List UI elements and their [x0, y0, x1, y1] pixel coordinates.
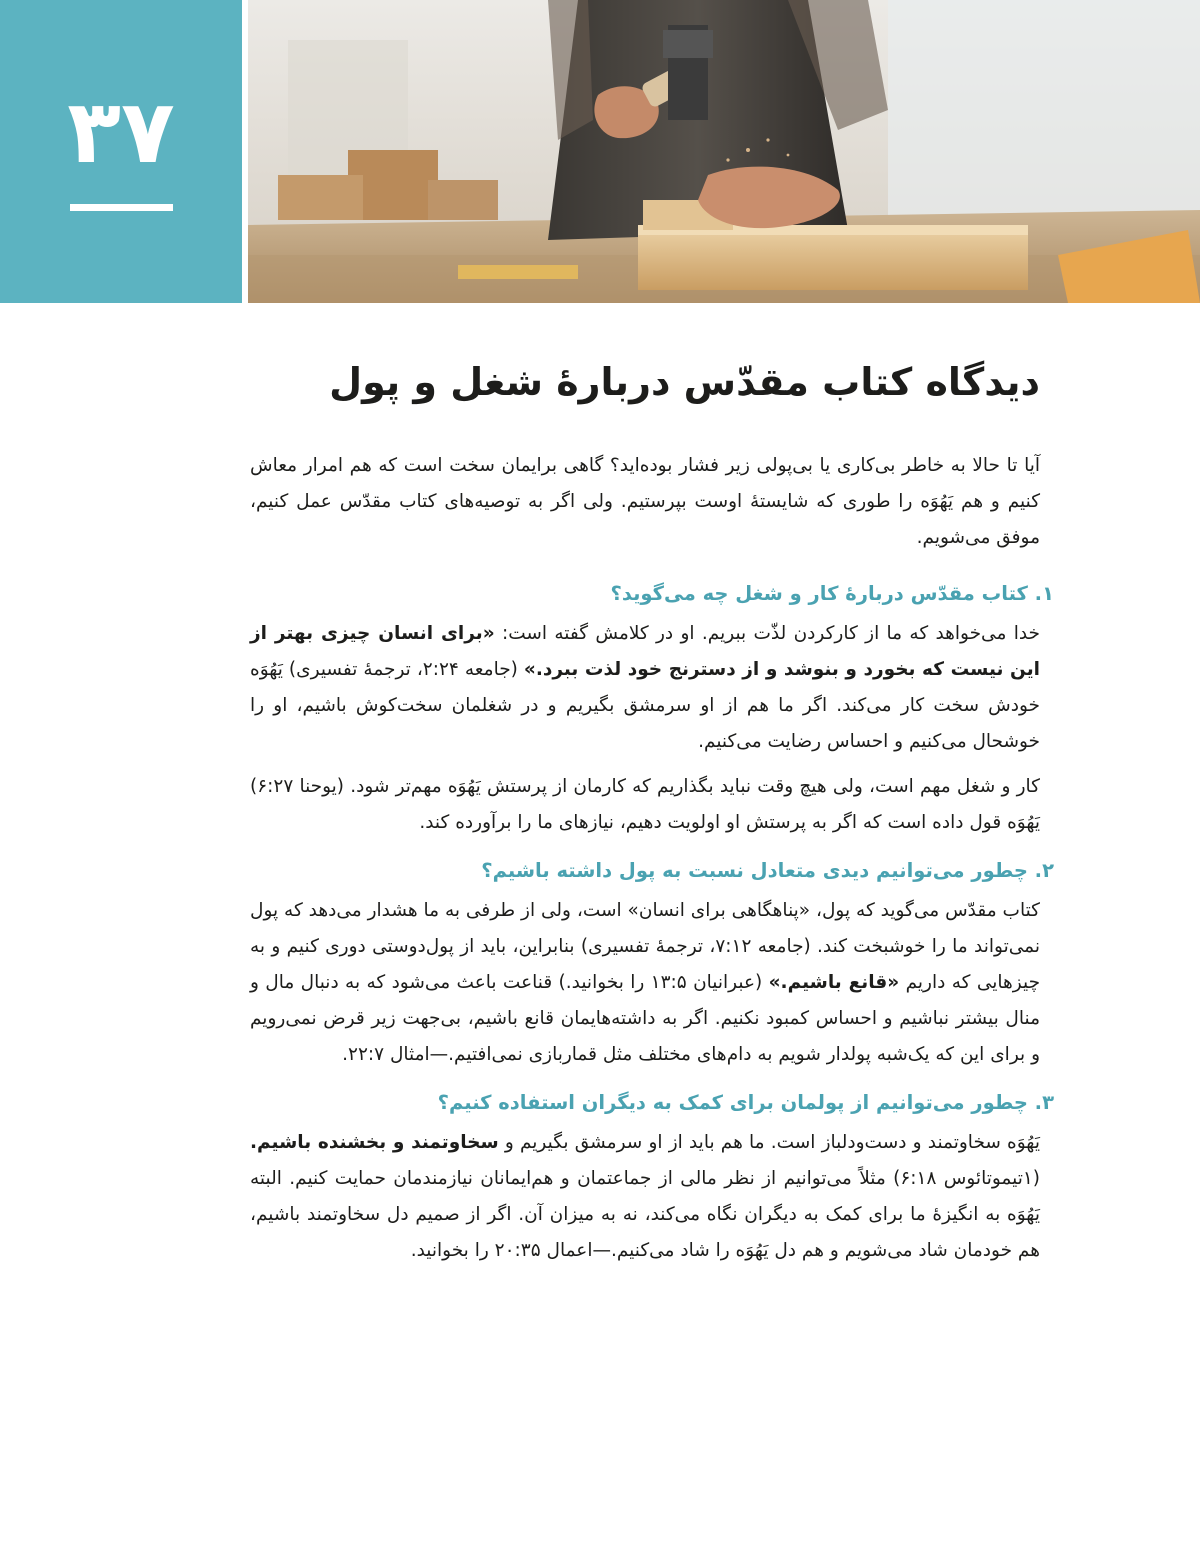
- header: [0, 0, 1200, 303]
- text-span: کتاب مقدّس می‌گوید که پول، «پناهگاهی برای انسان» است، ولی از طرفی به ما هشدار می‌دهد که پول نمی‌تواند ما را خوشبخت کند. (جامعه ۷:۱۲، ترجمهٔ تفسیری) بنابراین، باید از پول‌دوستی دوری کنیم و به چیزهایی که داریم: [250, 900, 1041, 993]
- section-paragraph: کار و شغل مهم است، ولی هیچ وقت نباید بگذاریم که کارمان از پرستش یَهُوَه مهم‌تر شود. (یوحنا ۶:۲۷) یَهُوَه قول داده است که اگر به پرستش او اولویت دهیم، نیازهای ما را برآورده کند.: [250, 776, 1040, 833]
- page-title: دیدگاه کتاب مقدّس دربارهٔ شغل و پول: [329, 360, 1040, 404]
- carpenter-photo: [248, 0, 1200, 303]
- section-paragraph: [250, 1125, 1040, 1269]
- bold-quote: «برای انسان چیزی بهتر از این نیست که بخورد و بنوشد و از دسترنج خود لذت ببرد.»: [250, 623, 1040, 680]
- section-work: [250, 576, 1054, 841]
- text-span: یَهُوَه سخاوتمند و دست‌ودلباز است. ما هم باید از او سرمشق بگیریم و: [498, 1132, 1040, 1153]
- lesson-number-underline: [70, 204, 173, 211]
- bold-quote: سخاوتمند و بخشنده باشیم.: [250, 1132, 499, 1153]
- section-heading: ۳. چطور می‌توانیم از پولمان برای کمک به دیگران استفاده کنیم؟: [437, 1091, 1054, 1114]
- bold-quote: «قانع باشیم.»: [768, 972, 900, 993]
- text-span: (جامعه ۲:۲۴، ترجمهٔ تفسیری) یَهُوَه خودش سخت کار می‌کند. اگر ما هم از او سرمشق بگیریم و در شغلمان سخت‌کوش باشیم، او را خوشحال می‌کنیم و احساس رضایت می‌کنیم.: [250, 659, 1040, 752]
- carpenter-illustration: [248, 0, 1200, 303]
- intro-paragraph: آیا تا حالا به خاطر بی‌کاری یا بی‌پولی زیر فشار بوده‌اید؟ گاهی برایمان سخت است که هم امرار معاش کنیم و هم یَهُوَه را طوری که شایستهٔ اوست بپرستیم. ولی اگر به توصیه‌های کتاب مقدّس عمل کنیم، موفق می‌شویم.: [250, 455, 1040, 548]
- text-span: خدا می‌خواهد که ما از کارکردن لذّت ببریم. او در کلامش گفته است:: [494, 623, 1040, 644]
- text-span: (عبرانیان ۱۳:۵ را بخوانید.) قناعت باعث می‌شود که به دنبال مال و منال بیشتر نباشیم و احساس کمبود نکنیم. اگر به داشته‌هایمان قانع باشیم، بی‌جهت زیر قرض نمی‌رویم و برای این که یک‌شبه پولدار شویم به دام‌های مختلف مثل قماربازی نمی‌افتیم.—امثال ۲۲:۷.: [250, 972, 1040, 1065]
- section-heading: ۱. کتاب مقدّس دربارهٔ کار و شغل چه می‌گوید؟: [610, 582, 1054, 605]
- lesson-content: [250, 448, 1054, 1269]
- section-generosity: [250, 1085, 1054, 1269]
- lesson-number: ۳۷: [67, 80, 175, 183]
- section-heading: ۲. چطور می‌توانیم دیدی متعادل نسبت به پول داشته باشیم؟: [481, 859, 1054, 882]
- section-paragraph: [250, 616, 1040, 760]
- text-span: (۱تیموتائوس ۶:۱۸) مثلاً می‌توانیم از نظر مالی از جماعتمان و هم‌ایمانان نیازمندمان حمایت کنیم. البته یَهُوَه به انگیزهٔ ما برای کمک به دیگران نگاه می‌کند، نه به میزان آن. اگر از صمیم دل سخاوتمند باشیم، هم خودمان شاد می‌شویم و هم دل یَهُوَه را شاد می‌کنیم.—اعمال ۲۰:۳۵ را بخوانید.: [250, 1168, 1040, 1261]
- section-money: [250, 853, 1054, 1073]
- section-paragraph: [250, 893, 1040, 1073]
- lesson-number-box: [0, 0, 242, 303]
